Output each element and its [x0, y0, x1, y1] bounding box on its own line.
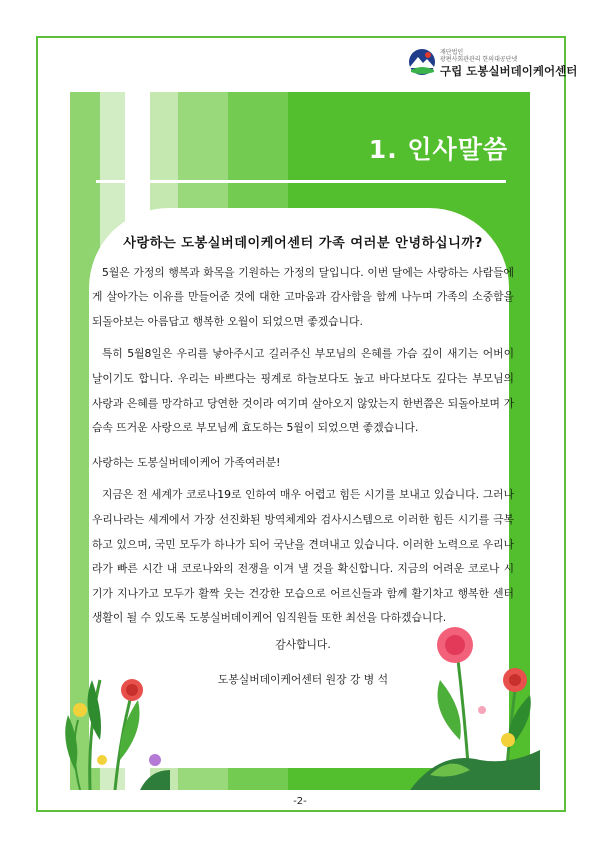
section-title: 1. 인사말씀 — [368, 135, 508, 164]
sub-heading: 사랑하는 도봉실버데이케어 가족여러분! — [92, 455, 281, 469]
signature-line: 도봉실버데이케어센터 원장 강 병 석 — [217, 672, 389, 686]
center-logo — [407, 46, 578, 80]
flowers-right-decoration — [410, 600, 540, 790]
paragraph-3: 지금은 전 세계가 코로나19로 인하여 매우 어렵고 힘든 시기를 보내고 있습니다. 그러나 우리나라는 세계에서 가장 선진화된 방역체계와 검사시스템으로 이러한 힘든 시기를 극복하고 있으며, 국민 모두가 하나가 되어 국난을 견뎌내고 있습니다. 이러한 노력으로 우리나라가 빠른 시간 내 코로나와의 전쟁을 이겨 낼 것을 확신합니다. 지금의 어려운 코로나 시기가 지나가고 모두가 활짝 웃는 건강한 모습으로 어르신들과 함께 활기차고 행복한 센터 생활이 될 수 있도록 도봉실버데이케어 임직원들 또한 최선을 다하겠습니다. — [92, 488, 514, 625]
page-number: -2- — [293, 796, 307, 807]
paragraph-1: 5월은 가정의 행복과 화목을 기원하는 가정의 달입니다. 이번 달에는 사랑하는 사람들에게 살아가는 이유를 만들어준 것에 대한 고마움과 감사함을 함께 나누며 가족의 소중함을 되돌아보는 아름답고 행복한 오월이 되었으면 좋겠습니다. — [92, 265, 514, 328]
org-name: 구립 도봉실버데이케어센터 — [440, 64, 578, 78]
flowers-left-decoration — [60, 620, 170, 790]
title-divider — [96, 180, 506, 183]
letter-heading: 사랑하는 도봉실버데이케어센터 가족 여러분 안녕하십니까? — [123, 236, 483, 251]
org-small-line1: 재단법인 — [440, 49, 464, 56]
org-small-line2: 광편사회관관리 한의대공단넷 — [440, 56, 518, 63]
paragraph-2: 특히 5월8일은 우리를 낳아주시고 길러주신 부모님의 은혜를 가슴 깊이 새기는 어버이날이기도 합니다. 우리는 바쁘다는 핑계로 하늘보다도 높고 바다보다도 깊다는 부모님의 사랑과 은혜를 망각하고 당연한 것이라 여기며 살아오지 않았는지 한번쯤은 되돌아보며 가슴속 뜨거운 사랑으로 부모님께 효도하는 5월이 되었으면 좋겠습니다. — [92, 347, 514, 435]
thanks-line: 감사합니다. — [275, 637, 331, 651]
mountain-logo-icon — [407, 48, 437, 76]
